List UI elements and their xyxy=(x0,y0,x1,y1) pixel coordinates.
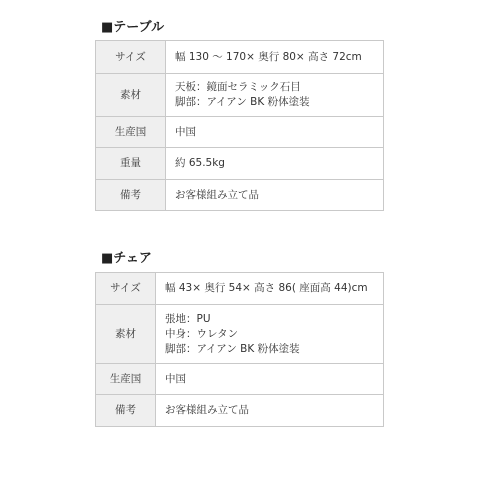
chair-material-line-upholstery: 張地：PU xyxy=(165,312,211,325)
table-weight-value xyxy=(166,148,384,180)
table-notes-label: 備考 xyxy=(96,180,166,211)
chair-row-size xyxy=(96,273,384,305)
chair-origin-line: 中国 xyxy=(165,372,186,385)
table-notes-value xyxy=(166,180,384,211)
table-section-title: ■テーブル xyxy=(101,20,165,35)
table-material-value xyxy=(166,74,384,117)
table-row-weight xyxy=(96,148,384,180)
chair-material-label: 素材 xyxy=(96,305,156,364)
table-weight-line: 約 65.5kg xyxy=(175,157,225,169)
chair-section-title: ■チェア xyxy=(101,251,152,266)
table-notes-line: お客様組み立て品 xyxy=(175,188,259,201)
table-origin-label: 生産国 xyxy=(96,117,166,148)
chair-size-line: 幅 43× 奥行 54× 高さ 86( 座面高 44)cm xyxy=(165,282,368,294)
table-size-label: サイズ xyxy=(96,41,166,74)
chair-notes-value xyxy=(156,395,384,427)
chair-material-line-filling: 中身：ウレタン xyxy=(165,327,239,340)
chair-row-origin xyxy=(96,364,384,395)
chair-origin-label: 生産国 xyxy=(96,364,156,395)
chair-row-material xyxy=(96,305,384,364)
chair-size-label: サイズ xyxy=(96,273,156,305)
table-origin-line: 中国 xyxy=(175,125,196,138)
table-row-origin xyxy=(96,117,384,148)
table-spec-table xyxy=(95,40,384,211)
chair-origin-value xyxy=(156,364,384,395)
table-row-material xyxy=(96,74,384,117)
chair-material-value xyxy=(156,305,384,364)
table-size-value xyxy=(166,41,384,74)
table-material-line-top: 天板：鏡面セラミック石目 xyxy=(175,81,301,93)
table-size-line: 幅 130 〜 170× 奥行 80× 高さ 72cm xyxy=(175,50,362,63)
chair-notes-line: お客様組み立て品 xyxy=(165,404,249,416)
chair-row-notes xyxy=(96,395,384,427)
chair-size-value xyxy=(156,273,384,305)
chair-spec-table xyxy=(95,272,384,427)
table-weight-label: 重量 xyxy=(96,148,166,180)
table-material-line-legs: 脚部：アイアン BK 粉体塗装 xyxy=(175,96,310,108)
chair-notes-label: 備考 xyxy=(96,395,156,427)
table-row-notes xyxy=(96,180,384,211)
table-material-label: 素材 xyxy=(96,74,166,117)
table-origin-value xyxy=(166,117,384,148)
chair-material-line-legs: 脚部：アイアン BK 粉体塗装 xyxy=(165,342,300,355)
table-row-size xyxy=(96,41,384,74)
